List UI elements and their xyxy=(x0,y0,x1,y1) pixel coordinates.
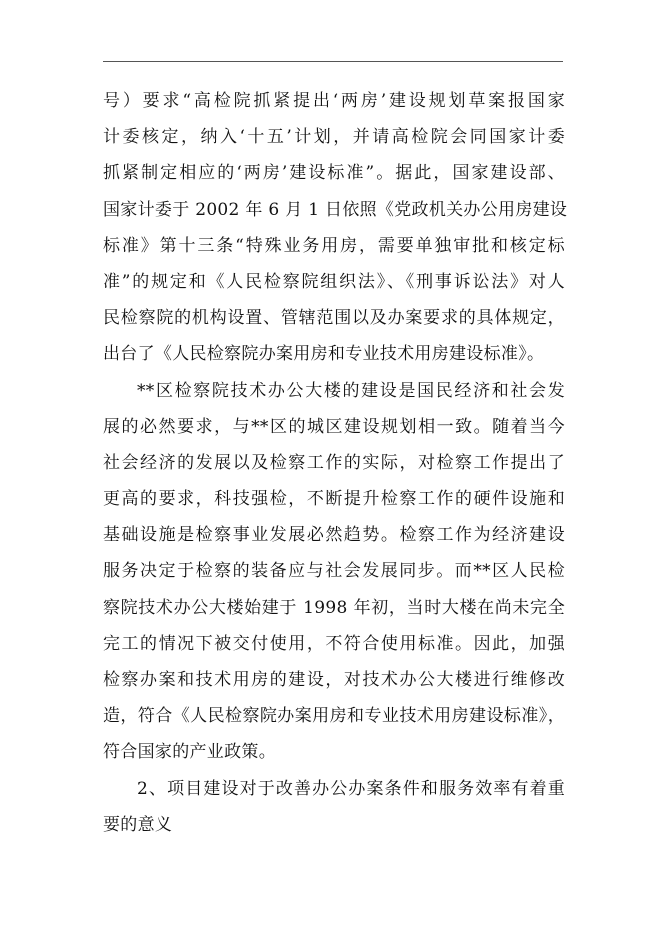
text-line: 符合国家的产业政策。 xyxy=(103,742,276,763)
text-line: 服务决定于检察的装备应与社会发展同步。而**区人民检 xyxy=(103,561,565,582)
text-line: 更高的要求，科技强检，不断提升检察工作的硬件设施和 xyxy=(103,489,565,510)
text-line: 察院技术办公大楼始建于 1998 年初，当时大楼在尚未完全 xyxy=(103,597,565,618)
text-line: 社会经济的发展以及检察工作的实际，对检察工作提出了 xyxy=(103,452,565,473)
text-line: 造，符合《人民检察院办案用房和专业技术用房建设标准》， xyxy=(103,706,565,727)
text-line: 完工的情况下被交付使用，不符合使用标准。因此，加强 xyxy=(103,633,565,654)
text-line: 准”的规定和《人民检察院组织法》、《刑事诉讼法》对人 xyxy=(103,271,565,292)
text-line: 展的必然要求，与**区的城区建设规划相一致。随着当今 xyxy=(103,416,565,437)
section-heading: 2、项目建设对于改善办公办案条件和服务效率有着重 xyxy=(137,778,565,799)
text-line: 出台了《人民检察院办案用房和专业技术用房建设标准》。 xyxy=(103,344,545,365)
text-line: 国家计委于 2002 年 6 月 1 日依照《党政机关办公用房建设 xyxy=(103,199,568,220)
text-line: 抓紧制定相应的‘两房’建设标准”。据此，国家建设部、 xyxy=(103,163,565,184)
document-body xyxy=(103,83,568,843)
text-line: 号）要求“高检院抓紧提出‘两房’建设规划草案报国家 xyxy=(103,91,565,111)
text-line: 基础设施是检察事业发展必然趋势。检察工作为经济建设 xyxy=(103,525,565,546)
text-line: 检察办案和技术用房的建设，对技术办公大楼进行维修改 xyxy=(103,670,565,690)
paragraph-first-line: **区检察院技术办公大楼的建设是国民经济和社会发 xyxy=(137,380,565,401)
section-heading-continued: 要的意义 xyxy=(103,814,173,835)
text-line: 标准》第十三条“特殊业务用房，需要单独审批和核定标 xyxy=(103,235,565,256)
text-line: 民检察院的机构设置、管辖范围以及办案要求的具体规定， xyxy=(103,308,565,329)
header-rule xyxy=(103,61,563,62)
text-line: 计委核定，纳入‘十五’计划，并请高检院会同国家计委 xyxy=(103,127,565,148)
